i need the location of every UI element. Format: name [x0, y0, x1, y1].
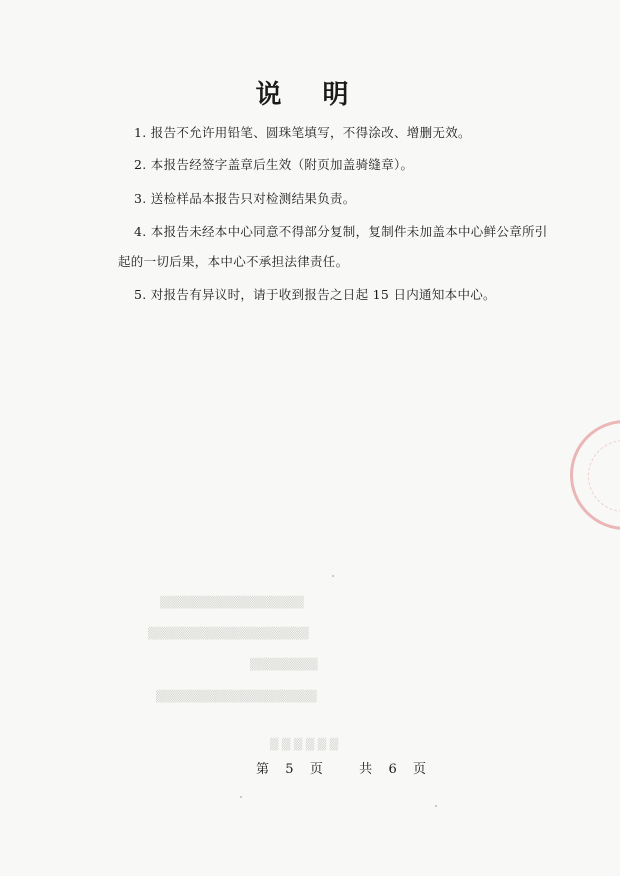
bleed-through-line: ▒▒▒▒▒▒▒▒▒▒▒▒▒▒▒▒▒ — [160, 596, 304, 609]
speck — [240, 796, 242, 798]
total-pages: 6 — [388, 762, 397, 777]
notice-item-3: 3. 送检样品本报告只对检测结果负责。 — [134, 191, 356, 206]
bleed-through-line: ▒▒▒▒▒▒▒▒▒▒▒▒▒▒▒▒▒▒▒ — [156, 690, 317, 703]
notice-item-2: 2. 本报告经签字盖章后生效（附页加盖骑缝章）。 — [134, 157, 414, 172]
notice-item-4-continued: 起的一切后果，本中心不承担法律责任。 — [118, 254, 349, 269]
page-unit: 页 — [309, 762, 323, 777]
page-title: 说 明 — [255, 80, 365, 110]
bleed-through-line: ▒ ▒ ▒ ▒ ▒ ▒ — [270, 738, 339, 751]
speck — [435, 805, 437, 807]
notice-item-5: 5. 对报告有异议时，请于收到报告之日起 15 日内通知本中心。 — [134, 287, 496, 302]
notice-item-4: 4. 本报告未经本中心同意不得部分复制，复制件未加盖本中心鲜公章所引 — [134, 224, 548, 239]
bleed-through-line: ▒▒▒▒▒▒▒▒▒▒▒▒▒▒▒▒▒▒▒ — [148, 627, 309, 640]
page-footer — [256, 758, 426, 777]
total-unit: 页 — [413, 762, 427, 777]
page-number: 5 — [285, 762, 294, 777]
notice-item-1: 1. 报告不允许用铅笔、圆珠笔填写，不得涂改、增删无效。 — [134, 125, 471, 140]
page-label: 第 — [256, 762, 270, 777]
bleed-through-line: ▒▒▒▒▒▒▒▒ — [250, 658, 318, 671]
total-label: 共 — [359, 762, 373, 777]
speck — [332, 575, 334, 577]
